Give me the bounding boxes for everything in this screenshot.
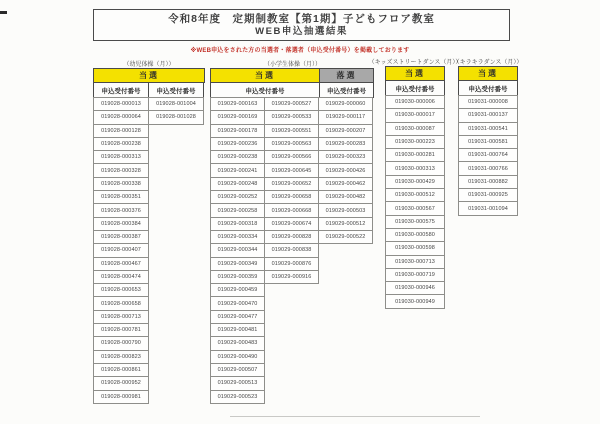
receipt-number-cell: 019029-000241 (210, 163, 265, 177)
receipt-column-header: 申込受付番号 (385, 80, 445, 96)
receipt-number-cell: 019030-000567 (385, 201, 445, 215)
receipt-number-cell: 019028-000474 (93, 270, 149, 284)
receipt-number-cell: 019029-000512 (318, 217, 373, 231)
receipt-number-cell: 019030-000598 (385, 241, 445, 255)
page-title: 令和8年度 定期制教室【第1期】子どもフロア教室 (168, 12, 435, 25)
receipt-number-cell: 019031-000764 (458, 148, 518, 162)
receipt-number-cell: 019029-000117 (318, 110, 373, 124)
receipt-number-cell: 019028-001028 (148, 110, 204, 124)
receipt-number-cell: 019030-000223 (385, 135, 445, 149)
scan-artifact-top (0, 11, 7, 14)
win-header: 当選 (458, 66, 518, 81)
receipt-column-header: 申込受付番号 (210, 82, 320, 98)
receipt-number-cell: 019028-000328 (93, 163, 149, 177)
receipt-column-header: 申込受付番号 (458, 80, 518, 96)
receipt-column-header: 申込受付番号 (93, 82, 149, 98)
note-text: ※WEB申込をされた方の当選者・落選者（申込受付番号）を掲載しております (190, 48, 410, 54)
receipt-number-cell: 019029-000551 (264, 124, 319, 138)
receipt-number-cell: 019031-000008 (458, 95, 518, 109)
receipt-number-cell: 019029-000258 (210, 203, 265, 217)
receipt-number-cell: 019029-000207 (318, 124, 373, 138)
receipt-number-cell: 019028-000384 (93, 217, 149, 231)
receipt-number-cell: 019031-001094 (458, 201, 518, 215)
receipt-number-cell: 019028-000407 (93, 243, 149, 257)
receipt-number-cell: 019029-000359 (210, 270, 265, 284)
receipt-number-cell: 019029-000483 (210, 336, 265, 350)
receipt-number-cell: 019028-000781 (93, 323, 149, 337)
receipt-number-cell: 019028-000658 (93, 296, 149, 310)
receipt-number-cell: 019030-000946 (385, 281, 445, 295)
table-yoji-taiso (93, 58, 205, 404)
receipt-number-cell: 019030-000580 (385, 228, 445, 242)
win-column (148, 97, 204, 125)
win-column (93, 97, 149, 404)
receipt-number-cell: 019030-000512 (385, 188, 445, 202)
receipt-number-cell: 019030-000281 (385, 148, 445, 162)
receipt-number-cell: 019030-000429 (385, 175, 445, 189)
receipt-number-cell: 019029-000283 (318, 137, 373, 151)
receipt-number-cell: 019028-000653 (93, 283, 149, 297)
group-label: （キッズストリートダンス（月）） (368, 59, 462, 66)
lose-column (318, 97, 373, 244)
group-label: （キラキラダンス（月）） (453, 59, 523, 66)
win-column (385, 95, 445, 309)
receipt-number-cell: 019029-000426 (318, 163, 373, 177)
receipt-number-cell: 019029-000163 (210, 97, 265, 111)
win-column (264, 97, 319, 284)
receipt-number-cell: 019028-000128 (93, 124, 149, 138)
receipt-number-cell: 019029-000490 (210, 350, 265, 364)
scan-artifact-bottom (230, 416, 480, 417)
receipt-number-cell: 019031-000137 (458, 108, 518, 122)
receipt-number-cell: 019030-000313 (385, 161, 445, 175)
receipt-number-cell: 019029-000513 (210, 376, 265, 390)
receipt-number-cell: 019028-000952 (93, 376, 149, 390)
receipt-number-cell: 019029-000652 (264, 177, 319, 191)
receipt-number-cell: 019029-000238 (210, 150, 265, 164)
group-label: （幼児体操（月）） (123, 61, 175, 68)
receipt-number-cell: 019028-000313 (93, 150, 149, 164)
receipt-number-cell: 019031-000541 (458, 122, 518, 136)
receipt-number-cell: 019028-000064 (93, 110, 149, 124)
receipt-number-cell: 019028-000351 (93, 190, 149, 204)
receipt-number-cell: 019030-000087 (385, 122, 445, 136)
receipt-number-cell: 019029-000522 (318, 230, 373, 244)
receipt-number-cell: 019030-000719 (385, 268, 445, 282)
receipt-number-cell: 019029-000248 (210, 177, 265, 191)
receipt-number-cell: 019029-000523 (210, 390, 265, 404)
receipt-number-cell: 019029-000916 (264, 270, 319, 284)
table-shogakusei-taiso (210, 58, 375, 404)
title-box (93, 9, 510, 41)
receipt-number-cell: 019029-000507 (210, 363, 265, 377)
table-kids-street-dance (368, 56, 462, 309)
receipt-number-cell: 019029-000503 (318, 203, 373, 217)
receipt-number-cell: 019029-000252 (210, 190, 265, 204)
receipt-number-cell: 019029-000838 (264, 243, 319, 257)
receipt-number-cell: 019029-000481 (210, 323, 265, 337)
receipt-number-cell: 019028-001004 (148, 97, 204, 111)
receipt-number-cell: 019029-000563 (264, 137, 319, 151)
receipt-number-cell: 019029-000169 (210, 110, 265, 124)
receipt-number-cell: 019029-000674 (264, 217, 319, 231)
receipt-number-cell: 019030-000017 (385, 108, 445, 122)
receipt-number-cell: 019030-000006 (385, 95, 445, 109)
win-header: 当選 (385, 66, 445, 81)
receipt-number-cell: 019028-000387 (93, 230, 149, 244)
receipt-number-cell: 019028-000861 (93, 363, 149, 377)
receipt-number-cell: 019029-000533 (264, 110, 319, 124)
page-subtitle: WEB申込抽選結果 (255, 25, 348, 37)
table-kirakira-dance (453, 56, 523, 216)
win-header: 当選 (93, 68, 205, 83)
receipt-number-cell: 019029-000344 (210, 243, 265, 257)
receipt-number-cell: 019029-000482 (318, 190, 373, 204)
receipt-number-cell: 019029-000876 (264, 257, 319, 271)
receipt-number-cell: 019029-000527 (264, 97, 319, 111)
receipt-number-cell: 019029-000477 (210, 310, 265, 324)
receipt-number-cell: 019031-000766 (458, 161, 518, 175)
receipt-number-cell: 019028-000823 (93, 350, 149, 364)
receipt-number-cell: 019029-000060 (318, 97, 373, 111)
receipt-column-header: 申込受付番号 (319, 82, 374, 98)
receipt-number-cell: 019028-000013 (93, 97, 149, 111)
receipt-number-cell: 019029-000236 (210, 137, 265, 151)
receipt-number-cell: 019029-000828 (264, 230, 319, 244)
receipt-number-cell: 019031-000581 (458, 135, 518, 149)
receipt-number-cell: 019029-000668 (264, 203, 319, 217)
win-column (458, 95, 518, 216)
receipt-number-cell: 019031-000882 (458, 175, 518, 189)
receipt-number-cell: 019031-000925 (458, 188, 518, 202)
receipt-number-cell: 019029-000349 (210, 257, 265, 271)
receipt-number-cell: 019028-000981 (93, 390, 149, 404)
receipt-number-cell: 019028-000713 (93, 310, 149, 324)
win-column (210, 97, 265, 404)
receipt-number-cell: 019029-000459 (210, 283, 265, 297)
receipt-number-cell: 019029-000645 (264, 163, 319, 177)
receipt-number-cell: 019028-000790 (93, 336, 149, 350)
receipt-number-cell: 019029-000462 (318, 177, 373, 191)
receipt-number-cell: 019028-000467 (93, 257, 149, 271)
lose-header: 落選 (319, 68, 374, 83)
receipt-number-cell: 019030-000713 (385, 255, 445, 269)
receipt-number-cell: 019030-000575 (385, 215, 445, 229)
receipt-number-cell: 019030-000949 (385, 294, 445, 308)
receipt-number-cell: 019028-000376 (93, 203, 149, 217)
receipt-number-cell: 019029-000658 (264, 190, 319, 204)
receipt-number-cell: 019029-000178 (210, 124, 265, 138)
receipt-number-cell: 019028-000338 (93, 177, 149, 191)
receipt-number-cell: 019029-000334 (210, 230, 265, 244)
receipt-number-cell: 019029-000566 (264, 150, 319, 164)
receipt-column-header: 申込受付番号 (148, 82, 204, 98)
receipt-number-cell: 019029-000470 (210, 296, 265, 310)
win-header: 当選 (210, 68, 320, 83)
receipt-number-cell: 019029-000323 (318, 150, 373, 164)
receipt-number-cell: 019028-000238 (93, 137, 149, 151)
receipt-number-cell: 019029-000318 (210, 217, 265, 231)
group-label: （小学生体操（月）） (263, 61, 321, 68)
